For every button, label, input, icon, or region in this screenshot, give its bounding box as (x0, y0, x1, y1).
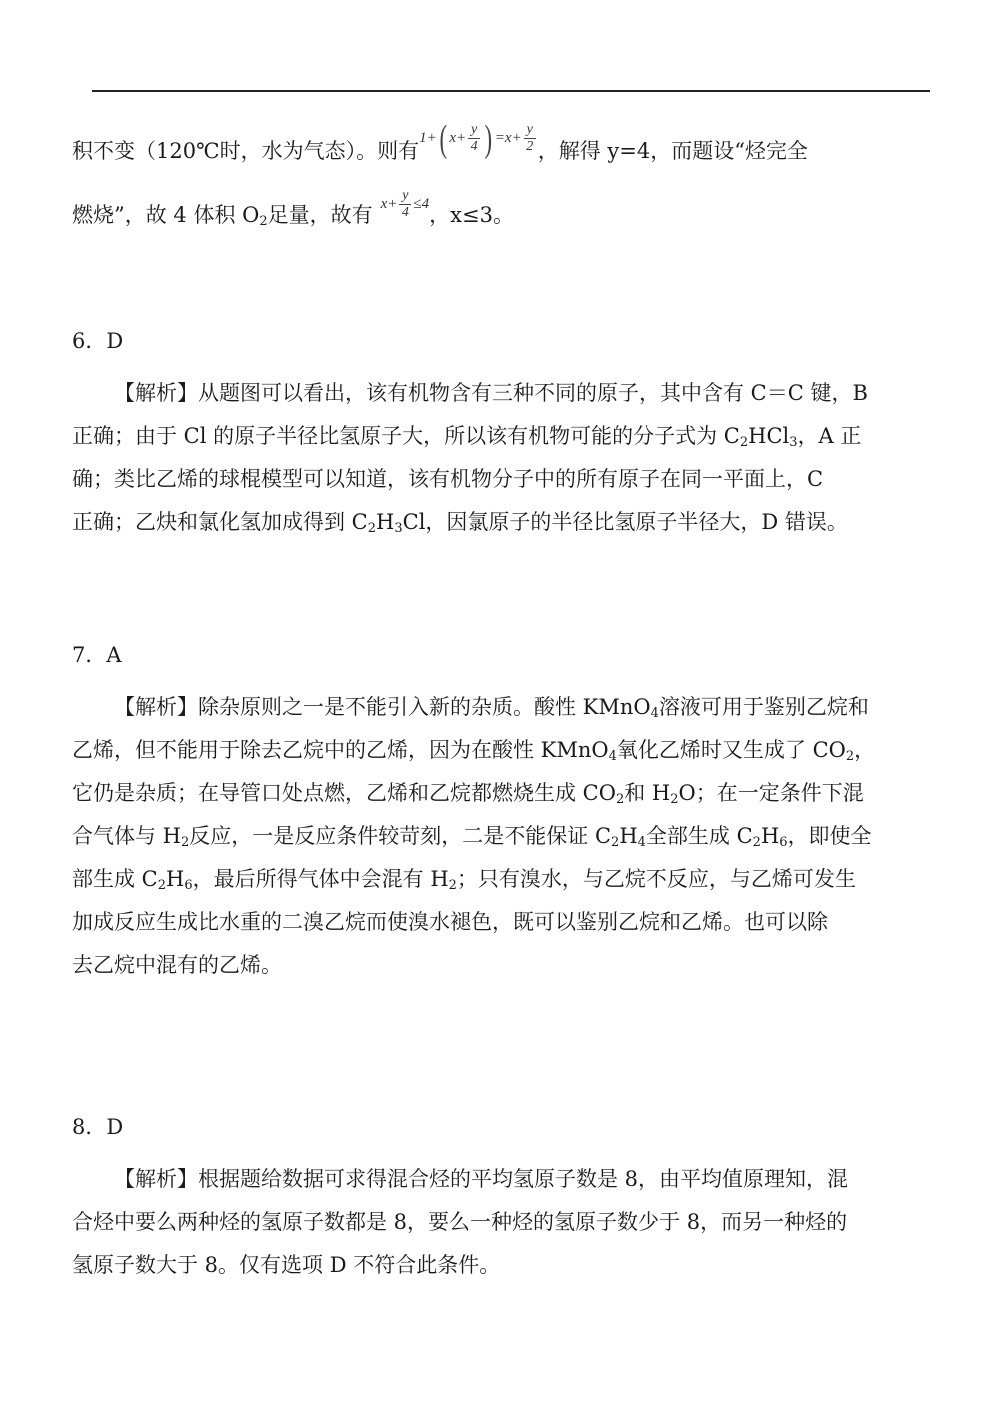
q7-line-1: 【解析】除杂原则之一是不能引入新的杂质。酸性 KMnO$_4$溶液可用于鉴别乙烷和 (114, 695, 869, 721)
q6-line-2: 正确；由于 Cl 的原子半径比氢原子大，所以该有机物可能的分子式为 $C_2HCl_3$，A 正 (72, 424, 862, 450)
q8-explanation (72, 1158, 932, 1287)
q7-line-2: 乙烯，但不能用于除去乙烷中的乙烯，因为在酸性 KMnO$_4$氧化乙烯时又生成了 $CO_2$， (72, 738, 876, 764)
q7-line-6: 加成反应生成比水重的二溴乙烷而使溴水褪色，既可以鉴别乙烷和乙烯。也可以除 (72, 910, 828, 934)
q7-explanation (72, 686, 932, 987)
q7-line-4: 合气体与 $H_2$反应，一是反应条件较苛刻，二是不能保证 $C_2H_4$全部生成 $C_2H_6$，即使全 (72, 824, 872, 850)
equation-2: x+ $\frac{y}{4}$ ≤4 (380, 188, 430, 221)
q8-line-3: 氢原子数大于 8。仅有选项 D 不符合此条件。 (72, 1253, 501, 1277)
q6-line-4: 正确；乙炔和氯化氢加成得到 $C_2H_3Cl$，因氯原子的半径比氢原子半径大，D 错误。 (72, 510, 848, 536)
q5-solution-tail (72, 117, 932, 238)
q6-answer-number: 6．D (72, 329, 124, 353)
q8-line-1: 【解析】根据题给数据可求得混合烃的平均氢原子数是 8，由平均值原理知，混 (114, 1167, 849, 1191)
q7-line-3: 它仍是杂质；在导管口处点燃，乙烯和乙烷都燃烧生成 $CO_2$和 $H_2O$；在一定条件下混 (72, 781, 864, 807)
q7-answer-number: 7．A (72, 643, 122, 667)
q7-line-5: 部生成 $C_2H_6$，最后所得气体中会混有 $H_2$；只有溴水，与乙烷不反应，与乙烯可发生 (72, 867, 856, 893)
q5-line-2: 燃烧”，故 4 体积 $O_2$足量，故有 x+ $\frac{y}{4}$ ≤4，x≤3。 (72, 194, 932, 238)
header-rule (92, 90, 930, 92)
q6-line-3: 确；类比乙烯的球棍模型可以知道，该有机物分子中的所有原子在同一平面上，C (72, 467, 824, 491)
q5-line-1: 积不变（120℃时，水为气态）。则有1+( x+ $\frac{y}{4}$ ) =x+ $\frac{y}{2}$ ，解得 y=4，而题设“烃完全 (72, 117, 808, 163)
equation-1: 1+( x+ $\frac{y}{4}$ ) =x+ $\frac{y}{2}$ (419, 117, 538, 160)
q6-explanation (72, 372, 932, 544)
q6-line-1: 【解析】从题图可以看出，该有机物含有三种不同的原子，其中含有 C＝C 键，B (114, 381, 868, 405)
q8-answer-number: 8．D (72, 1115, 124, 1139)
q8-line-2: 合烃中要么两种烃的氢原子数都是 8，要么一种烃的氢原子数少于 8，而另一种烃的 (72, 1210, 848, 1234)
q7-line-7: 去乙烷中混有的乙烯。 (72, 953, 282, 977)
